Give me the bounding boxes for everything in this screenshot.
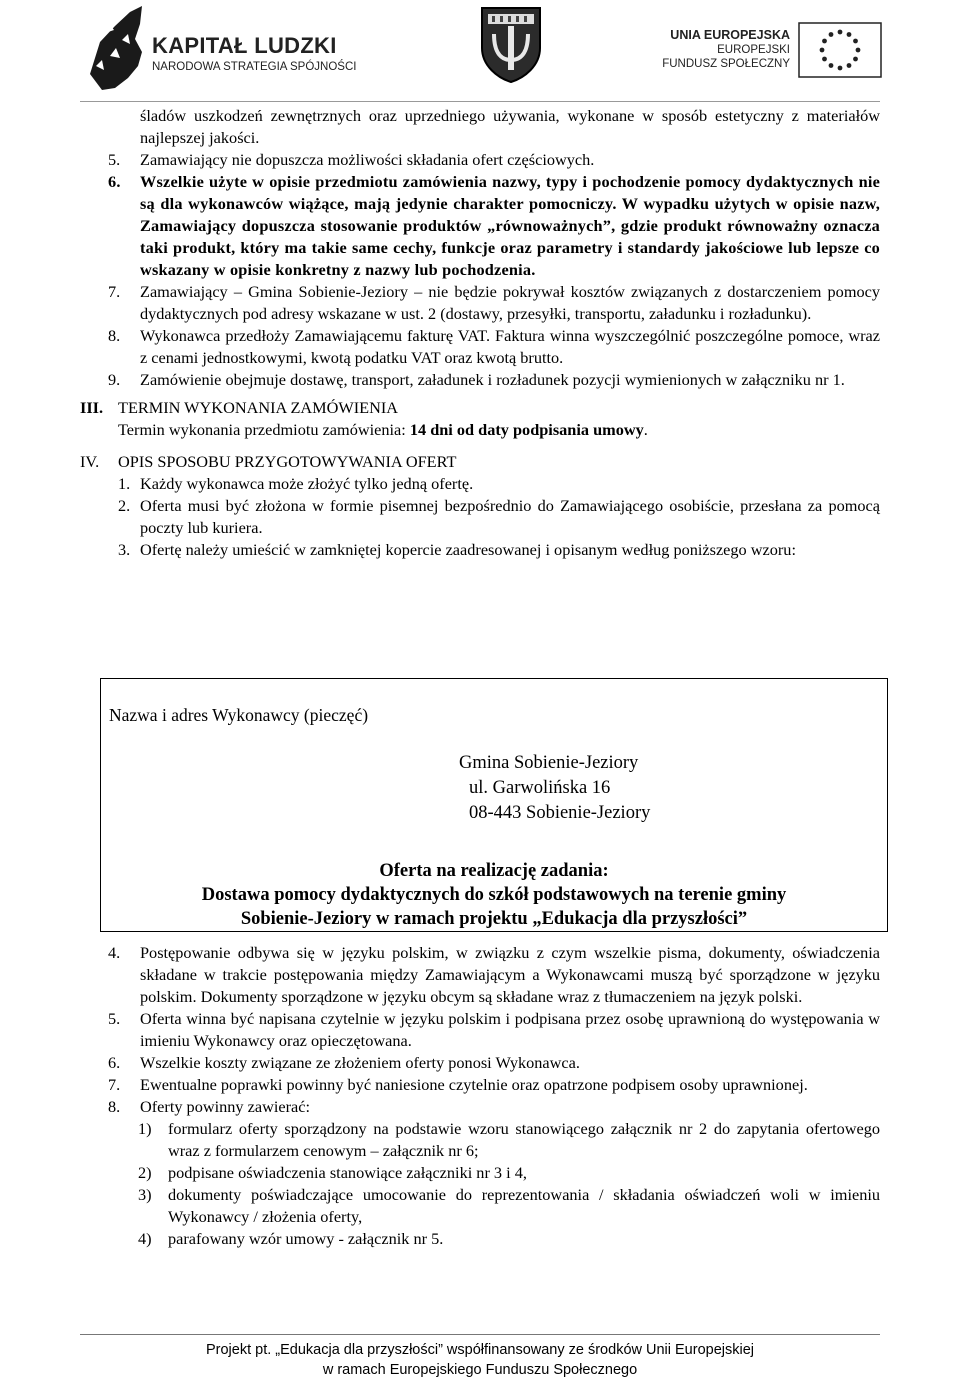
s4-item-1	[80, 473, 880, 495]
section-3-text	[80, 419, 880, 441]
footer-line-1: Projekt pt. „Edukacja dla przyszłości” współfinansowany ze środków Unii Europejskiej	[205, 1342, 754, 1358]
sub-list-number: 1)	[138, 1119, 152, 1138]
list-item-5	[80, 149, 880, 171]
envelope-offer-title	[101, 859, 887, 931]
offer-line-1: Oferta na realizację zadania:	[379, 861, 609, 881]
list-number: 1.	[118, 474, 131, 493]
list-item-6	[80, 171, 880, 281]
eu-flag-icon	[798, 22, 882, 78]
section-4-heading	[80, 451, 880, 473]
footer-line-2: w ramach Europejskiego Funduszu Społecznego	[322, 1362, 638, 1378]
envelope-address	[459, 751, 650, 826]
list-number: 4.	[108, 943, 121, 962]
section-number: IV.	[80, 452, 100, 471]
list-text: Zamawiający – Gmina Sobienie-Jeziory – nie będzie pokrywał kosztów związanych z dostarczeniem pomocy dydaktycznych pod adresy wskazane w ust. 2 (dostawy, przesyłki, transportu, załadunku i rozładunku).	[140, 282, 880, 323]
kapital-ludzki-title: KAPITAŁ LUDZKI	[152, 33, 337, 58]
sub-list-number: 2)	[138, 1163, 152, 1182]
gmina-crest-icon	[478, 4, 544, 84]
continued-paragraph: śladów uszkodzeń zewnętrznych oraz uprzedniego używania, wykonane w sposób estetyczny z materiałów najlepszej jakości.	[140, 106, 880, 147]
eu-title: UNIA EUROPEJSKA	[670, 28, 790, 42]
section-3-heading	[80, 397, 880, 419]
section-title: OPIS SPOSOBU PRZYGOTOWYWANIA OFERT	[118, 452, 457, 471]
list-text: Każdy wykonawca może złożyć tylko jedną ofertę.	[140, 474, 474, 493]
s4-item-3	[80, 539, 880, 561]
list-number: 9.	[108, 370, 121, 389]
deadline-end: .	[643, 420, 648, 439]
sub-item-2	[80, 1162, 880, 1184]
sub-list-text: podpisane oświadczenia stanowiące załączniki nr 3 i 4,	[168, 1163, 527, 1182]
sub-list-text: dokumenty poświadczające umocowanie do reprezentowania / składania oświadczeń woli w imieniu Wykonawcy / złożenia oferty,	[168, 1185, 880, 1226]
section-title: TERMIN WYKONANIA ZAMÓWIENIA	[118, 398, 399, 417]
address-line-1: Gmina Sobienie-Jeziory	[459, 753, 639, 773]
list-item-9	[80, 369, 880, 391]
s4-item-4	[80, 942, 880, 1008]
list-number: 6.	[108, 1053, 121, 1072]
sub-list-text: parafowany wzór umowy - załącznik nr 5.	[168, 1229, 444, 1248]
list-text: Ewentualne poprawki powinny być naniesione czytelnie oraz opatrzone podpisem osoby uprawnionej.	[140, 1075, 808, 1094]
list-text: Oferta musi być złożona w formie pisemnej bezpośrednio do Zamawiającego osobiście, przesłana za pomocą poczty lub kuriera.	[140, 496, 880, 537]
list-item-7	[80, 281, 880, 325]
deadline-text: Termin wykonania przedmiotu zamówienia:	[118, 420, 410, 439]
list-number: 7.	[108, 1075, 121, 1094]
sub-list-number: 4)	[138, 1229, 152, 1248]
kapital-ludzki-subtitle: NARODOWA STRATEGIA SPÓJNOŚCI	[152, 61, 357, 73]
eu-fund-line2: FUNDUSZ SPOŁECZNY	[662, 58, 790, 70]
section-number: III.	[80, 398, 104, 417]
page-footer	[0, 1340, 960, 1380]
envelope-template	[100, 678, 888, 932]
list-number: 2.	[118, 496, 131, 515]
page-header	[0, 0, 960, 100]
list-number: 7.	[108, 282, 121, 301]
offer-line-2: Dostawa pomocy dydaktycznych do szkół podstawowych na terenie gminy	[201, 885, 787, 905]
list-number: 5.	[108, 150, 121, 169]
list-item-8	[80, 325, 880, 369]
document-body-continued	[80, 942, 880, 1250]
s4-item-7	[80, 1074, 880, 1096]
list-text: Oferta winna być napisana czytelnie w języku polskim i podpisana przez osobę uprawnioną do występowania w imieniu Wykonawcy oraz opieczętowana.	[140, 1009, 880, 1050]
list-number: 8.	[108, 326, 121, 345]
list-text: Ofertę należy umieścić w zamkniętej kopercie zaadresowanej i opisanym według poniższego wzoru:	[140, 540, 796, 559]
eu-text-block	[662, 28, 790, 71]
sub-list-number: 3)	[138, 1185, 152, 1204]
header-divider	[80, 101, 880, 102]
sub-item-1	[80, 1118, 880, 1162]
list-number: 3.	[118, 540, 131, 559]
list-number: 8.	[108, 1097, 121, 1116]
offer-line-3: Sobienie-Jeziory w ramach projektu „Edukacja dla przyszłości”	[240, 909, 748, 929]
address-line-2: ul. Garwolińska 16	[469, 778, 611, 798]
eu-fund-line1: EUROPEJSKI	[717, 44, 790, 56]
footer-divider	[80, 1334, 880, 1335]
s4-item-8	[80, 1096, 880, 1118]
list-text: Oferty powinny zawierać:	[140, 1097, 310, 1116]
sub-item-4	[80, 1228, 880, 1250]
document-body	[80, 105, 880, 561]
list-text: Zamawiający nie dopuszcza możliwości składania ofert częściowych.	[140, 150, 595, 169]
sub-list-text: formularz oferty sporządzony na podstawie wzoru stanowiącego załącznik nr 2 do zapytania ofertowego wraz z formularzem cenowym – załącznik nr 6;	[168, 1119, 880, 1160]
list-text: Wykonawca przedłoży Zamawiającemu fakturę VAT. Faktura winna wyszczególnić poszczególne pomoce, wraz z cenami jednostkowymi, kwotą podatku VAT oraz kwotą brutto.	[140, 326, 880, 367]
list-number: 5.	[108, 1009, 121, 1028]
list-number: 6.	[108, 172, 121, 191]
s4-item-2	[80, 495, 880, 539]
list-text: Zamówienie obejmuje dostawę, transport, załadunek i rozładunek pozycji wymienionych w załączniku nr 1.	[140, 370, 845, 389]
sub-item-3	[80, 1184, 880, 1228]
envelope-sender: Nazwa i adres Wykonawcy (pieczęć)	[109, 705, 369, 725]
s4-item-6	[80, 1052, 880, 1074]
address-line-3: 08-443 Sobienie-Jeziory	[469, 803, 651, 823]
s4-item-5	[80, 1008, 880, 1052]
list-text: Wszelkie koszty związane ze złożeniem oferty ponosi Wykonawca.	[140, 1053, 580, 1072]
list-text: Wszelkie użyte w opisie przedmiotu zamówienia nazwy, typy i pochodzenie pomocy dydaktycznych nie są dla wykonawców wiążące, mają jedynie charakter pomocniczy. W wypadku użytych w opisie nazw, Zamawiający dopuszcza stosowanie produktów „równoważnych”, gdzie produkt równoważny oznacza taki produkt, który ma takie same cechy, funkcje oraz parametry i standardy jakościowe lub lepsze co wskazany w opisie konkretny z nazwy lub pochodzenia.	[140, 172, 880, 279]
deadline-value: 14 dni od daty podpisania umowy	[409, 420, 644, 439]
list-text: Postępowanie odbywa się w języku polskim, w związku z czym wszelkie pisma, dokumenty, oświadczenia składane w trakcie postępowania między Zamawiającym a Wykonawcami muszą być sporządzone w języku polskim. Dokumenty sporządzone w języku obcym są składane wraz z tłumaczeniem na język polski.	[140, 943, 880, 1006]
